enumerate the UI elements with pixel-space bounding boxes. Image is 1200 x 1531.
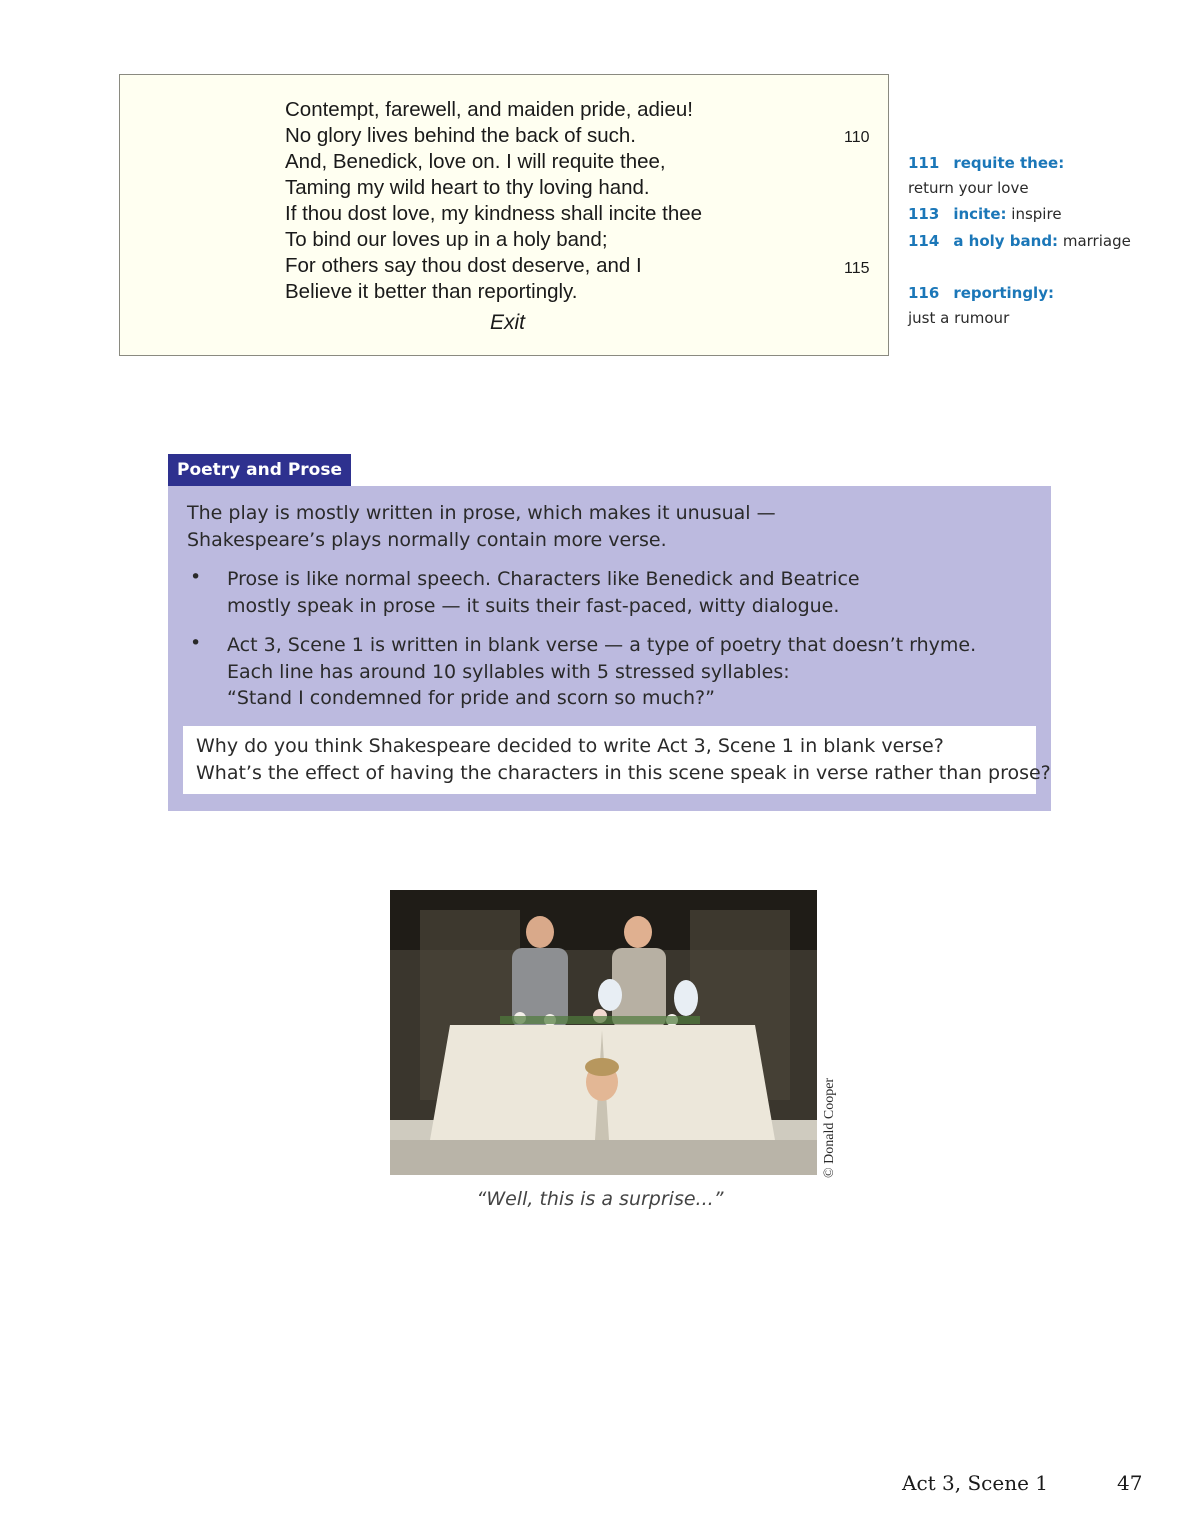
photo-caption: “Well, this is a surprise...” — [476, 1188, 724, 1210]
intro-text — [187, 500, 807, 554]
gloss-number: 113 — [908, 205, 940, 223]
gloss-entry — [908, 154, 1064, 172]
verse-line: Contempt, farewell, and maiden pride, adieu! — [285, 98, 693, 121]
gloss-number: 111 — [908, 154, 940, 172]
gloss-entry — [908, 232, 1131, 250]
photo-illustration — [390, 890, 817, 1175]
verse-box — [119, 74, 889, 356]
verse-line: For others say thou dost deserve, and I — [285, 254, 642, 277]
gloss-term: requite thee: — [953, 154, 1065, 172]
stage-direction: Exit — [490, 311, 526, 334]
line-number: 115 — [844, 260, 870, 277]
gloss-number: 116 — [908, 284, 940, 302]
verse-line: And, Benedick, love on. I will requite thee, — [285, 150, 666, 173]
production-photo — [390, 890, 817, 1175]
gloss-term: reportingly: — [953, 284, 1054, 302]
line-number: 110 — [844, 129, 870, 146]
section-heading: Poetry and Prose — [168, 454, 351, 486]
gloss-term: incite: — [953, 205, 1007, 223]
gloss-definition: marriage — [1062, 232, 1131, 250]
verse-line: Believe it better than reportingly. — [285, 280, 578, 303]
verse-line: Taming my wild heart to thy loving hand. — [285, 176, 650, 199]
bullet-text: Prose is like normal speech. Characters like Benedick and Beatrice mostly speak in prose — it suits their fast-paced, witty dialogue. — [227, 568, 860, 617]
intro-paragraph: The play is mostly written in prose, which makes it unusual — Shakespeare’s plays normally contain more verse. — [187, 502, 776, 551]
gloss-number: 114 — [908, 232, 940, 250]
gloss-definition: just a rumour — [908, 309, 1010, 327]
gloss-definition: inspire — [1011, 205, 1062, 223]
question-text: Why do you think Shakespeare decided to write Act 3, Scene 1 in blank verse? — [196, 735, 944, 757]
gloss-term: a holy band: — [953, 232, 1059, 250]
poetry-prose-panel — [168, 486, 1051, 811]
page-number: 47 — [1117, 1471, 1143, 1495]
verse-line: To bind our loves up in a holy band; — [285, 228, 608, 251]
question-box — [183, 726, 1051, 794]
bullet-text: Act 3, Scene 1 is written in blank verse — a type of poetry that doesn’t rhyme. Each line has around 10 syllables with 5 stressed syllables: — [227, 634, 977, 683]
photo-credit: © Donald Cooper — [822, 1077, 837, 1178]
verse-line: If thou dost love, my kindness shall incite thee — [285, 202, 703, 225]
bullet-dot: • — [190, 632, 202, 654]
footer-scene: Act 3, Scene 1 — [902, 1471, 1049, 1495]
bullet-dot: • — [190, 566, 202, 588]
gloss-entry — [908, 205, 1062, 223]
verse-line: No glory lives behind the back of such. — [285, 124, 636, 147]
gloss-entry — [908, 284, 1054, 302]
gloss-definition: return your love — [908, 179, 1029, 197]
question-text: What’s the effect of having the characters in this scene speak in verse rather than prose? — [196, 762, 1051, 784]
example-line: “Stand I condemned for pride and scorn so much?” — [227, 687, 715, 709]
